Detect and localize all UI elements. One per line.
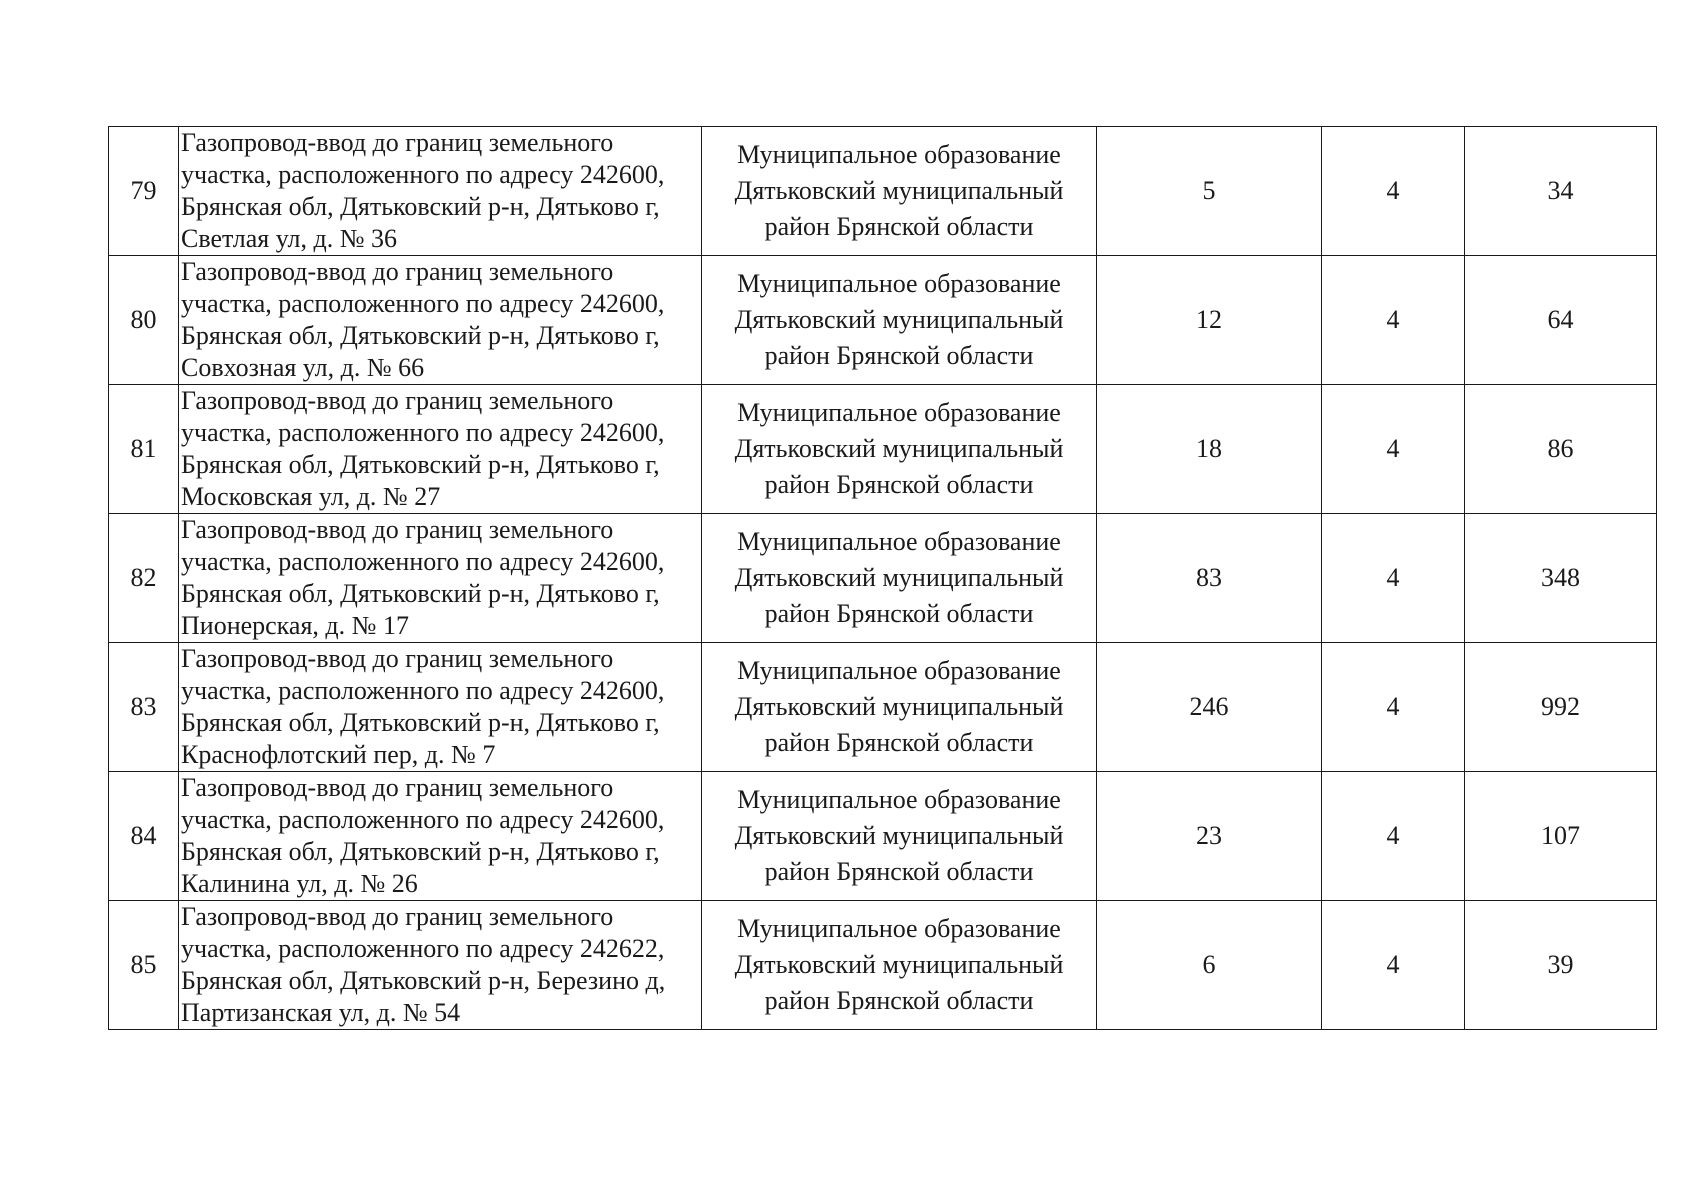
value-cell-c: 86 xyxy=(1465,385,1657,514)
value-cell-b: 4 xyxy=(1322,127,1465,256)
value-cell-a: 18 xyxy=(1097,385,1322,514)
value-cell-b: 4 xyxy=(1322,514,1465,643)
owner-name: Муниципальное образование Дятьковский муниципальный район Брянской области xyxy=(702,385,1097,514)
table-row xyxy=(109,772,1657,901)
value-cell-c: 34 xyxy=(1465,127,1657,256)
object-name: Газопровод-ввод до границ земельного участка, расположенного по адресу 242600, Брянская обл, Дятьковский р-н, Дятьково г, Пионерская, д. № 17 xyxy=(179,514,702,643)
value-cell-a: 5 xyxy=(1097,127,1322,256)
owner-name: Муниципальное образование Дятьковский муниципальный район Брянской области xyxy=(702,643,1097,772)
value-cell-c: 992 xyxy=(1465,643,1657,772)
row-number: 85 xyxy=(109,901,179,1030)
row-number: 79 xyxy=(109,127,179,256)
owner-name: Муниципальное образование Дятьковский муниципальный район Брянской области xyxy=(702,127,1097,256)
value-cell-a: 6 xyxy=(1097,901,1322,1030)
value-cell-b: 4 xyxy=(1322,643,1465,772)
table-row xyxy=(109,385,1657,514)
row-number: 80 xyxy=(109,256,179,385)
table-row xyxy=(109,643,1657,772)
table-row xyxy=(109,901,1657,1030)
value-cell-c: 348 xyxy=(1465,514,1657,643)
object-name: Газопровод-ввод до границ земельного участка, расположенного по адресу 242600, Брянская обл, Дятьковский р-н, Дятьково г, Московская ул, д. № 27 xyxy=(179,385,702,514)
value-cell-b: 4 xyxy=(1322,256,1465,385)
table-row xyxy=(109,127,1657,256)
value-cell-c: 39 xyxy=(1465,901,1657,1030)
owner-name: Муниципальное образование Дятьковский муниципальный район Брянской области xyxy=(702,901,1097,1030)
table-row xyxy=(109,514,1657,643)
row-number: 82 xyxy=(109,514,179,643)
value-cell-a: 12 xyxy=(1097,256,1322,385)
object-name: Газопровод-ввод до границ земельного участка, расположенного по адресу 242600, Брянская обл, Дятьковский р-н, Дятьково г, Калинина ул, д. № 26 xyxy=(179,772,702,901)
owner-name: Муниципальное образование Дятьковский муниципальный район Брянской области xyxy=(702,256,1097,385)
document-table xyxy=(108,126,1657,1030)
value-cell-b: 4 xyxy=(1322,772,1465,901)
object-name: Газопровод-ввод до границ земельного участка, расположенного по адресу 242600, Брянская обл, Дятьковский р-н, Дятьково г, Светлая ул, д. № 36 xyxy=(179,127,702,256)
value-cell-b: 4 xyxy=(1322,901,1465,1030)
value-cell-c: 64 xyxy=(1465,256,1657,385)
row-number: 81 xyxy=(109,385,179,514)
owner-name: Муниципальное образование Дятьковский муниципальный район Брянской области xyxy=(702,514,1097,643)
value-cell-a: 83 xyxy=(1097,514,1322,643)
object-name: Газопровод-ввод до границ земельного участка, расположенного по адресу 242622, Брянская обл, Дятьковский р-н, Березино д, Партизанская ул, д. № 54 xyxy=(179,901,702,1030)
value-cell-b: 4 xyxy=(1322,385,1465,514)
object-name: Газопровод-ввод до границ земельного участка, расположенного по адресу 242600, Брянская обл, Дятьковский р-н, Дятьково г, Краснофлотский пер, д. № 7 xyxy=(179,643,702,772)
value-cell-c: 107 xyxy=(1465,772,1657,901)
object-name: Газопровод-ввод до границ земельного участка, расположенного по адресу 242600, Брянская обл, Дятьковский р-н, Дятьково г, Совхозная ул, д. № 66 xyxy=(179,256,702,385)
value-cell-a: 246 xyxy=(1097,643,1322,772)
table-row xyxy=(109,256,1657,385)
owner-name: Муниципальное образование Дятьковский муниципальный район Брянской области xyxy=(702,772,1097,901)
value-cell-a: 23 xyxy=(1097,772,1322,901)
row-number: 84 xyxy=(109,772,179,901)
row-number: 83 xyxy=(109,643,179,772)
